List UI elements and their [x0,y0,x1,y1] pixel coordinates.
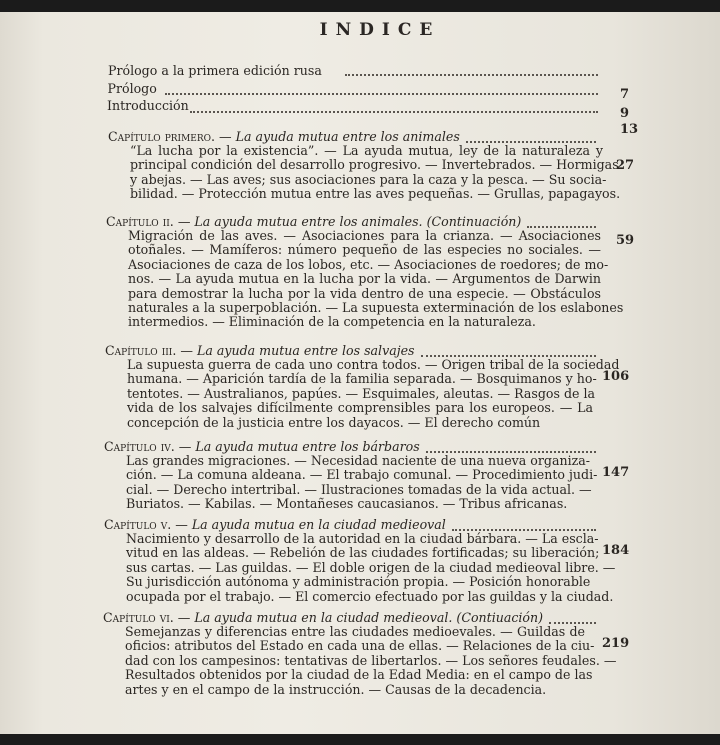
summary-line: vida de los salvajes difícilmente comprensibles para los europeos. — La [127,400,593,416]
summary-line: cial. — Derecho intertribal. — Ilustraciones tomadas de la vida actual. — [126,481,592,497]
summary-line: oficios: atributos del Estado en cada una de ellas. — Relaciones de la ciu- [125,638,595,654]
chapter-label: Capítulo v. [104,517,172,532]
chapter-summary [128,228,624,330]
chapter-summary [130,143,621,202]
chapter-heading [103,611,543,625]
chapter-title: La ayuda mutua entre los animales [235,129,460,144]
chapter-label: Capítulo vi. [103,610,174,625]
chapter-heading [106,215,521,229]
summary-line: ocupada por el trabajo. — El comercio efectuado por las guildas y la ciudad. [126,588,614,604]
summary-line: Semejanzas y diferencias entre las ciudades medioevales. — Guildas de [125,624,585,639]
summary-line: artes y en el campo de la instrucción. — Causas de la decadencia. [125,681,547,697]
dot-leader [549,622,596,624]
summary-line: Asociaciones de caza de los lobos, etc. — Asociaciones de roedores; de mo- [128,256,609,272]
chapter-heading [108,130,460,144]
chapter-separator: — [173,214,195,229]
chapter-label: Capítulo iv. [104,439,175,454]
chapter-page: 147 [602,465,630,480]
summary-line: Su jurisdicción autónoma y administración propia. — Posición honorable [126,574,591,590]
dot-leader [527,226,596,228]
summary-line: vitud en las aldeas. — Rebelión de las ciudades fortificadas; su liberación; [126,545,600,561]
summary-line: intermedios. — Eliminación de la competencia en la naturaleza. [128,314,536,330]
chapter-page: 27 [616,158,635,173]
chapter-label: Capítulo primero. [108,129,216,144]
summary-line: La supuesta guerra de cada uno contra todos. — Origen tribal de la sociedad [127,357,620,372]
summary-line: humana. — Aparición tardía de la familia separada. — Bosquimanos y ho- [127,371,597,387]
chapter-label: Capítulo iii. [105,343,177,358]
chapter-page: 106 [602,369,630,384]
chapter-title: La ayuda mutua en la ciudad medieoval [191,517,446,532]
dot-leader [452,529,596,531]
chapter-separator: — [171,517,192,532]
dot-leader [466,141,596,143]
dot-leader [165,93,598,95]
chapter-page: 59 [616,233,635,248]
summary-line: Nacimiento y desarrollo de la autoridad en la ciudad bárbara. — La escla- [126,531,599,546]
summary-line: dad con los campesinos: tentativas de libertarlos. — Los señores feudales. — [125,652,617,668]
summary-line: concepción de la justicia entre los dayacos. — El derecho común [127,414,541,430]
summary-line: Buriatos. — Kabilas. — Montañeses caucasianos. — Tribus africanas. [126,496,568,512]
front-matter-page: 9 [620,106,630,121]
chapter-heading [104,518,446,532]
chapter-separator: — [174,439,196,454]
summary-line: Las grandes migraciones. — Necesidad naciente de una nueva organiza- [126,453,591,468]
summary-line: y abejas. — Las aves; sus asociaciones para la caza y la pesca. — Su socia- [130,171,607,187]
chapter-page: 219 [602,636,630,651]
chapter-separator: — [215,129,236,144]
chapter-title: La ayuda mutua entre los bárbaros [195,439,420,454]
index-title: INDICE [319,20,441,40]
chapter-heading [104,440,420,454]
dot-leader [421,355,596,357]
chapter-separator: — [176,343,197,358]
summary-line: Migración de las aves. — Asociaciones para la crianza. — Asociaciones [128,228,601,243]
dot-leader [190,111,598,113]
summary-line: Resultados obtenidos por la ciudad de la Edad Media: en el campo de las [125,667,593,683]
summary-line: para demostrar la lucha por la vida dentro de una especie. — Obstáculos [128,285,601,301]
chapter-label: Capítulo ii. [106,214,174,229]
summary-line: principal condición del desarrollo progresivo. — Invertebrados. — Hormigas [130,157,619,173]
chapter-title: La ayuda mutua entre los animales. (Continuación) [194,214,522,229]
front-matter-page: 13 [620,122,639,137]
front-matter-label: Prólogo a la primera edición rusa [108,63,322,78]
summary-line: tentotes. — Australianos, papúes. — Esquimales, aleutas. — Rasgos de la [127,385,595,401]
summary-line: bilidad. — Protección mutua entre las aves pequeñas. — Grullas, papagayos. [130,186,621,202]
front-matter-label: Prólogo [107,81,157,96]
front-matter-label: Introducción [107,98,189,113]
summary-line: naturales a la superpoblación. — La supuesta exterminación de los eslabones [128,300,624,316]
summary-line: ción. — La comuna aldeana. — El trabajo comunal. — Procedimiento judi- [126,467,598,483]
chapter-summary [126,453,598,512]
dot-leader [345,74,598,76]
chapter-title: La ayuda mutua en la ciudad medieoval. (Contiuación) [194,610,544,625]
chapter-page: 184 [602,543,630,558]
front-matter-page: 7 [620,87,630,102]
chapter-separator: — [173,610,195,625]
chapter-title: La ayuda mutua entre los salvajes [196,343,415,358]
summary-line: nos. — La ayuda mutua en la lucha por la vida. — Argumentos de Darwin [128,271,601,287]
chapter-heading [105,344,415,358]
summary-line: “La lucha por la existencia”. — La ayuda mutua, ley de la naturaleza y [130,143,603,158]
dot-leader [426,451,596,453]
summary-line: otoñales. — Mamíferos: número pequeño de las especies no sociales. — [128,242,601,258]
summary-line: sus cartas. — Las guildas. — El doble origen de la ciudad medieoval libre. — [126,559,616,575]
book-page [0,12,720,734]
